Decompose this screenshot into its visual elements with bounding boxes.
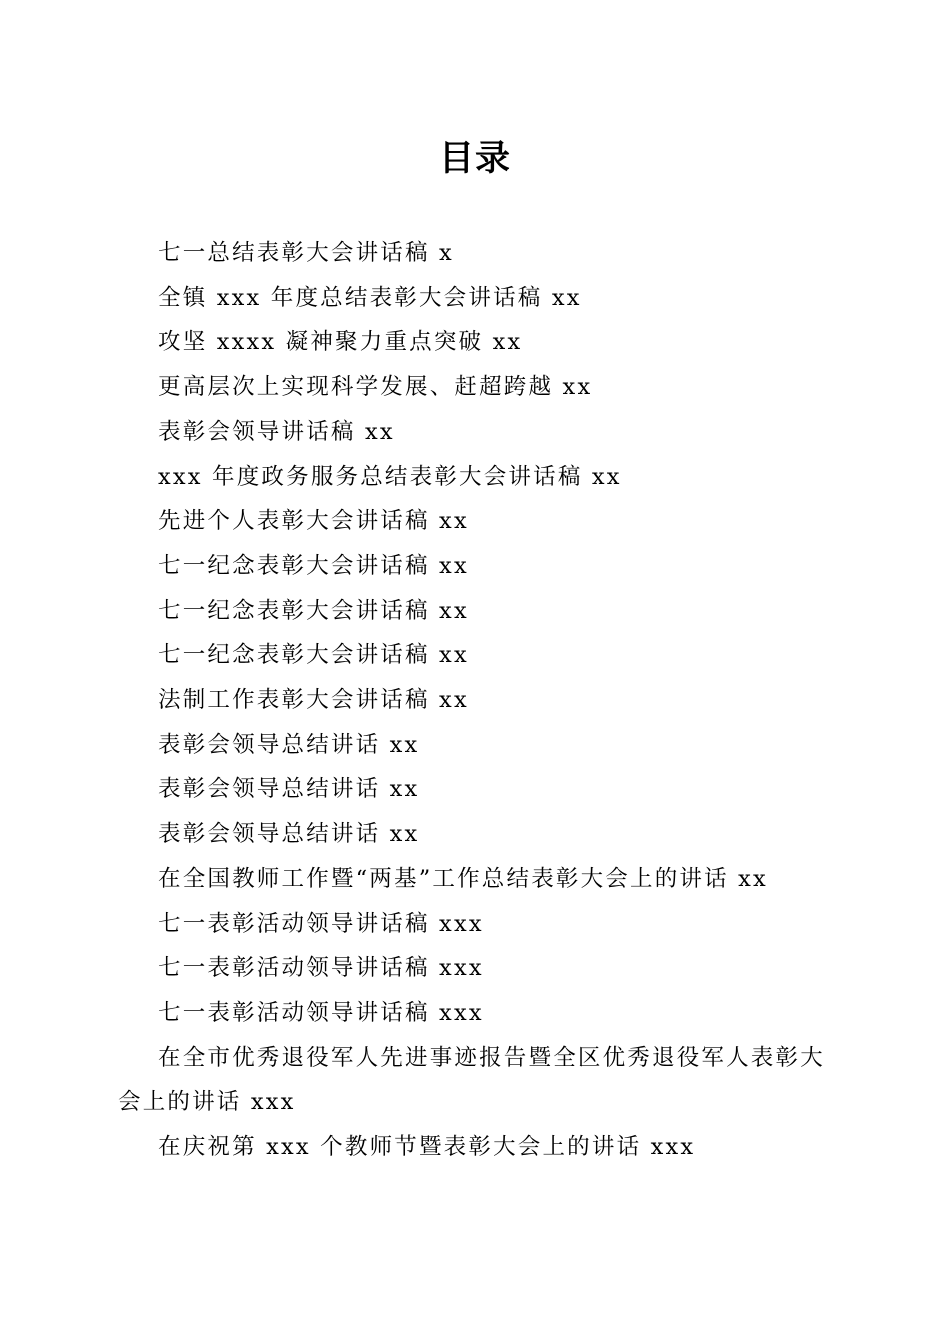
toc-entry[interactable]: 攻坚 xxxx 凝神聚力重点突破 xx: [158, 329, 523, 356]
toc-entry[interactable]: 表彰会领导总结讲话 xx: [158, 731, 420, 758]
toc-entry[interactable]: 表彰会领导总结讲话 xx: [158, 776, 420, 803]
toc-entry[interactable]: 更高层次上实现科学发展、赶超跨越 xx: [158, 374, 593, 401]
toc-entry[interactable]: xxx 年度政务服务总结表彰大会讲话稿 xx: [158, 463, 622, 490]
toc-entry[interactable]: 在全市优秀退役军人先进事迹报告暨全区优秀退役军人表彰大会上的讲话 xxx: [118, 1044, 825, 1116]
table-of-contents: [118, 231, 838, 1170]
toc-entry[interactable]: 法制工作表彰大会讲话稿 xx: [158, 687, 469, 714]
toc-entry[interactable]: 七一纪念表彰大会讲话稿 xx: [158, 597, 469, 624]
toc-entry[interactable]: 在全国教师工作暨“两基”工作总结表彰大会上的讲话 xx: [158, 865, 768, 892]
toc-entry[interactable]: 七一表彰活动领导讲话稿 xxx: [158, 910, 484, 937]
toc-entry[interactable]: 表彰会领导总结讲话 xx: [158, 821, 420, 848]
toc-entry[interactable]: 七一总结表彰大会讲话稿 x: [158, 240, 454, 266]
toc-entry[interactable]: 在庆祝第 xxx 个教师节暨表彰大会上的讲话 xxx: [158, 1134, 696, 1161]
toc-entry[interactable]: 七一表彰活动领导讲话稿 xxx: [158, 999, 484, 1026]
toc-entry[interactable]: 七一纪念表彰大会讲话稿 xx: [158, 642, 469, 669]
page-title: 目录: [438, 138, 511, 179]
toc-entry[interactable]: 全镇 xxx 年度总结表彰大会讲话稿 xx: [158, 284, 582, 311]
toc-entry[interactable]: 七一纪念表彰大会讲话稿 xx: [158, 552, 469, 579]
toc-entry[interactable]: 表彰会领导讲话稿 xx: [158, 418, 395, 445]
toc-entry[interactable]: 七一表彰活动领导讲话稿 xxx: [158, 955, 484, 982]
toc-entry[interactable]: 先进个人表彰大会讲话稿 xx: [158, 508, 469, 535]
